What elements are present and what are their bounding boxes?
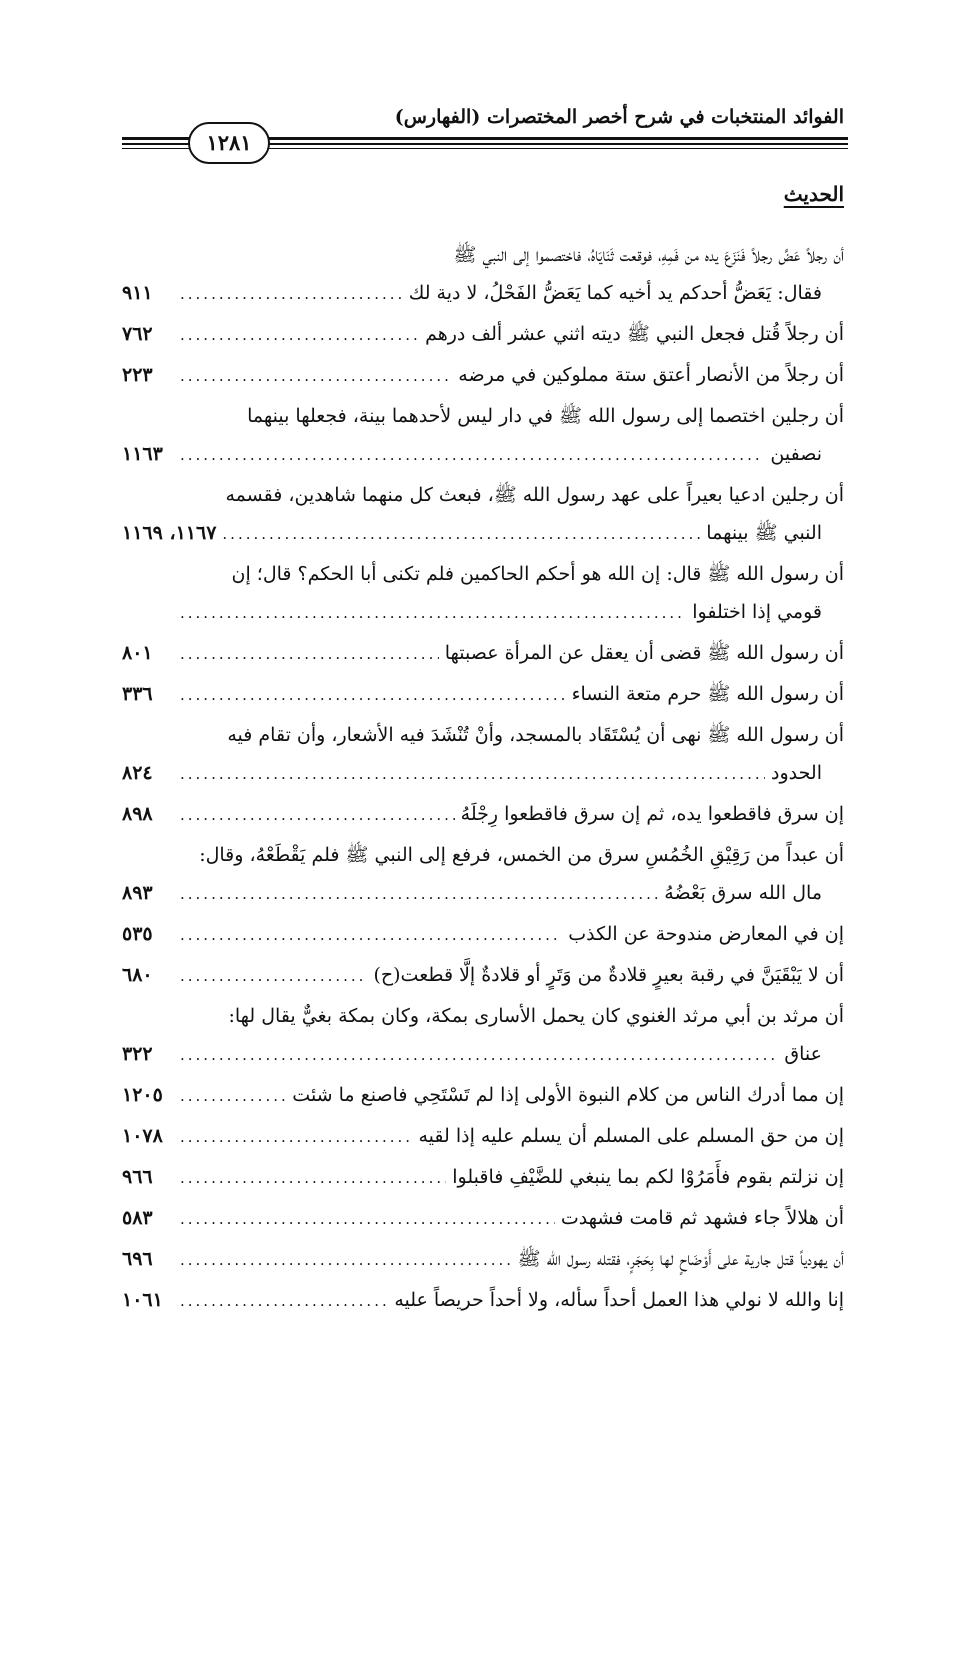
dot-leader [180, 875, 658, 913]
page-reference: ١٢٠٥ [122, 1084, 163, 1106]
entry-continuation-line [122, 593, 844, 631]
running-header-title: الفوائد المنتخبات في شرح أخصر المختصرات (الفهارس) [394, 106, 844, 128]
index-entry [122, 1240, 844, 1278]
page-reference: ٦٩٦ [122, 1248, 153, 1270]
entry-continuation-line [122, 274, 844, 312]
dot-leader [180, 1159, 446, 1197]
page-reference: ٥٨٣ [122, 1207, 153, 1229]
entry-first-line [122, 397, 844, 435]
entry-first-line [122, 236, 844, 274]
entry-first-line [122, 675, 844, 713]
hadith-text: أن رجلاً من الأنصار أعتق ستة مملوكين في مرضه [458, 364, 844, 386]
dot-leader [180, 1282, 388, 1320]
dot-leader [180, 436, 764, 474]
page-reference: ٧٦٢ [122, 323, 153, 345]
dot-leader [222, 515, 700, 553]
entry-first-line [122, 997, 844, 1035]
page-reference: ٣٣٦ [122, 683, 153, 705]
entry-continuation-line [122, 1035, 844, 1073]
hadith-text: أن لا يَبْقَيَنَّ في رقبة بعيرٍ قلادةٌ من وَتَرٍ أو قلادةٌ إلَّا قطعت(ح) [373, 964, 844, 986]
index-entry [122, 997, 844, 1073]
page-reference: ٨٢٤ [122, 762, 153, 784]
page-number-badge: ١٢٨١ [188, 122, 270, 164]
entry-first-line [122, 356, 844, 394]
dot-leader [180, 594, 686, 632]
dot-leader [180, 357, 452, 395]
index-entry [122, 956, 844, 994]
dot-leader [180, 1077, 286, 1115]
dot-leader [180, 1241, 512, 1279]
entry-continuation-line [122, 514, 844, 552]
dot-leader [180, 957, 367, 995]
index-entry [122, 1199, 844, 1237]
hadith-text: قومي إذا اختلفوا [692, 601, 822, 623]
entry-first-line [122, 716, 844, 754]
hadith-text: إن في المعارض مندوحة عن الكذب [568, 923, 844, 945]
page-reference: ٣٢٢ [122, 1043, 153, 1065]
page-reference: ١١٦٧، ١١٦٩ [122, 522, 217, 544]
hadith-text: فقال: يَعَضُّ أحدكم يد أخيه كما يَعَضُّ الفَحْلُ، لا دية لك [408, 282, 822, 304]
entry-continuation-line [122, 874, 844, 912]
hadith-text: نصفين [770, 443, 822, 465]
hadith-text: أن رسول الله ﷺ نهى أن يُسْتَقَاد بالمسجد، وأنْ تُنْشَدَ فيه الأشعار، وأن تقام فيه [227, 724, 844, 746]
dot-leader [180, 275, 403, 313]
dot-leader [180, 635, 439, 673]
entry-first-line [122, 915, 844, 953]
index-entry [122, 476, 844, 552]
dot-leader [180, 1200, 555, 1238]
hadith-text: أن رسول الله ﷺ حرم متعة النساء [571, 683, 844, 705]
index-entry [122, 236, 844, 312]
hadith-text: أن رسول الله ﷺ قضى أن يعقل عن المرأة عصبتها [444, 642, 844, 664]
index-entry [122, 836, 844, 912]
entry-first-line [122, 476, 844, 514]
entry-first-line [122, 315, 844, 353]
hadith-text: أن يهودياً قتل جارية على أَوْضَاحٍ لها بِحَجَرٍ، فقتله رسول الله ﷺ [517, 1248, 844, 1270]
page-reference: ٢٢٣ [122, 364, 153, 386]
hadith-text: إن من حق المسلم على المسلم أن يسلم عليه إذا لقيه [418, 1125, 844, 1147]
hadith-text: إنا والله لا نولي هذا العمل أحداً سأله، ولا أحداً حريصاً عليه [394, 1289, 844, 1311]
page-reference: ١٠٦١ [122, 1289, 163, 1311]
index-entry [122, 1076, 844, 1114]
hadith-text: الحدود [771, 762, 822, 784]
hadith-text: أن هلالاً جاء فشهد ثم قامت فشهدت [560, 1207, 844, 1229]
dot-leader [180, 676, 566, 714]
dot-leader [180, 755, 765, 793]
index-entry [122, 555, 844, 631]
hadith-text: أن رجلاً قُتل فجعل النبي ﷺ ديته اثني عشر ألف درهم [425, 323, 844, 345]
index-entry [122, 795, 844, 833]
entry-first-line [122, 1117, 844, 1155]
entry-first-line [122, 836, 844, 874]
hadith-text: إن نزلتم بقوم فأَمَرُوْا لكم بما ينبغي للضَّيْفِ فاقبلوا [452, 1166, 844, 1188]
page-reference: ٩٦٦ [122, 1166, 153, 1188]
hadith-text: أن رجلين اختصما إلى رسول الله ﷺ في دار ليس لأحدهما بينة، فجعلها بينهما [247, 405, 844, 427]
page-reference: ٥٣٥ [122, 923, 153, 945]
entry-first-line [122, 634, 844, 672]
page-reference: ٨٠١ [122, 642, 153, 664]
hadith-text: أن رسول الله ﷺ قال: إن الله هو أحكم الحاكمين فلم تكنى أبا الحكم؟ قال؛ إن [231, 563, 844, 585]
entry-first-line [122, 795, 844, 833]
column-heading-hadith: الحديث [783, 182, 844, 206]
dot-leader [180, 1118, 413, 1156]
index-entry [122, 1117, 844, 1155]
hadith-text: إن سرق فاقطعوا يده، ثم إن سرق فاقطعوا رِجْلَهُ [460, 803, 844, 825]
page-reference: ١٠٧٨ [122, 1125, 163, 1147]
hadith-text: أن عبداً من رَقِيْقِ الخُمُسِ سرق من الخمس، فرفع إلى النبي ﷺ فلم يَقْطَعْهُ، وقال: [199, 844, 844, 866]
hadith-text: مال الله سرق بَعْضُهُ [664, 882, 822, 904]
page-reference: ٩١١ [122, 282, 153, 304]
hadith-text: أن رجلاً عَضَّ رجلاً فَنَزَعَ يده من فَمِهِ، فوقعت ثَنَايَاهُ، فاختصموا إلى النبي ﷺ [453, 244, 844, 266]
index-entry [122, 716, 844, 792]
page-reference: ٨٩٨ [122, 803, 153, 825]
index-entry [122, 675, 844, 713]
index-entry [122, 356, 844, 394]
hadith-text: إن مما أدرك الناس من كلام النبوة الأولى إذا لم تَسْتَحِي فاصنع ما شئت [292, 1084, 844, 1106]
entry-continuation-line [122, 754, 844, 792]
entry-first-line [122, 1158, 844, 1196]
page-reference: ٨٩٣ [122, 882, 153, 904]
dot-leader [180, 796, 455, 834]
index-entry [122, 397, 844, 473]
entry-first-line [122, 1076, 844, 1114]
hadith-text: أن رجلين ادعيا بعيراً على عهد رسول الله ﷺ، فبعث كل منهما شاهدين، فقسمه [225, 484, 844, 506]
hadith-text: النبي ﷺ بينهما [706, 522, 822, 544]
index-entry [122, 315, 844, 353]
entry-first-line [122, 1199, 844, 1237]
dot-leader [180, 316, 419, 354]
dot-leader [180, 916, 562, 954]
hadith-index-list [122, 236, 844, 1322]
entry-first-line [122, 555, 844, 593]
entry-first-line [122, 956, 844, 994]
index-entry [122, 1158, 844, 1196]
hadith-text: أن مرثد بن أبي مرثد الغنوي كان يحمل الأسارى بمكة، وكان بمكة بغيٌّ يقال لها: [228, 1005, 844, 1027]
page-reference: ١١٦٣ [122, 443, 163, 465]
index-entry [122, 1281, 844, 1319]
entry-first-line [122, 1281, 844, 1319]
entry-continuation-line [122, 435, 844, 473]
index-entry [122, 634, 844, 672]
page-reference: ٦٨٠ [122, 964, 153, 986]
hadith-text: عناق [784, 1043, 822, 1065]
index-entry [122, 915, 844, 953]
entry-first-line [122, 1240, 844, 1278]
dot-leader [180, 1036, 778, 1074]
